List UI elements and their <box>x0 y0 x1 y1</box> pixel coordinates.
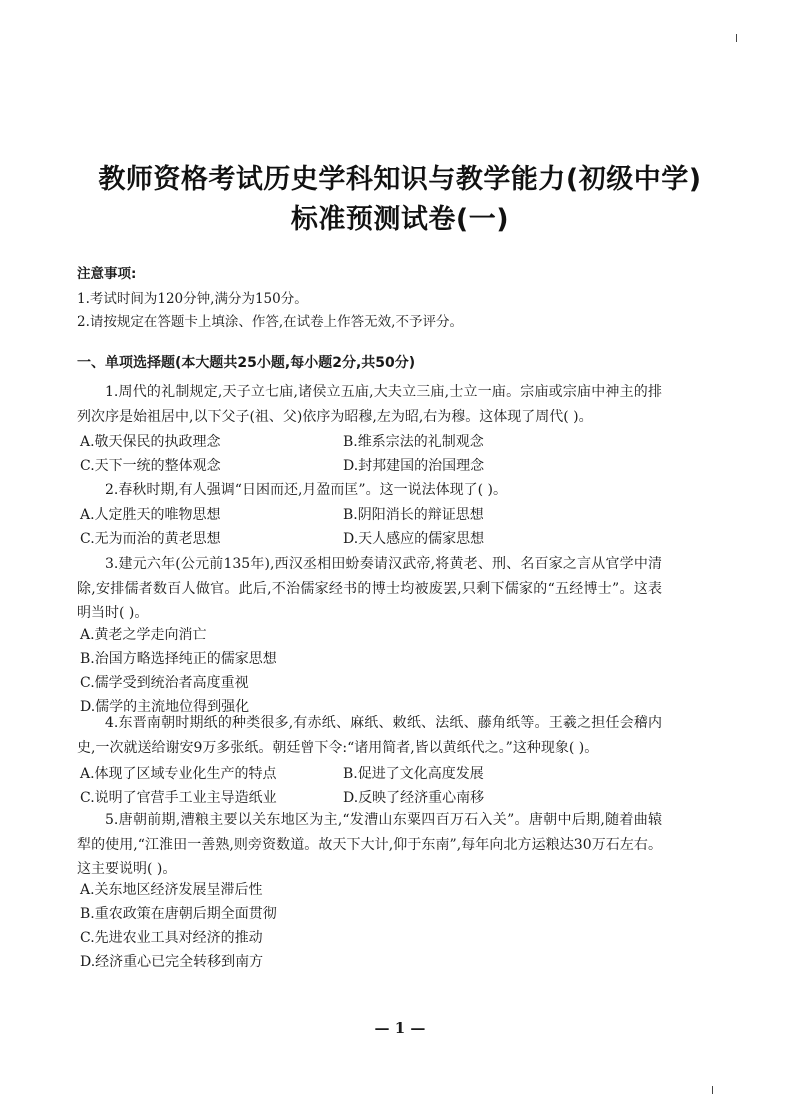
option-5d: D.经济重心已完全转移到南方 <box>80 954 264 970</box>
option-2d: D.天人感应的儒家思想 <box>343 531 485 547</box>
scan-mark <box>736 34 737 42</box>
option-4c: C.说明了官营手工业主导造纸业 <box>80 790 277 806</box>
option-1c: C.天下一统的整体观念 <box>80 458 221 474</box>
option-5c: C.先进农业工具对经济的推动 <box>80 930 263 946</box>
question-stem-2: 2.春秋时期,有人强调“日困而还,月盈而匡”。这一说法体现了( )。 <box>105 482 507 498</box>
note-item: 1.考试时间为120分钟,满分为150分。 <box>77 291 308 307</box>
option-1b: B.维系宗法的礼制观念 <box>343 434 484 450</box>
option-3a: A.黄老之学走向消亡 <box>80 627 207 643</box>
option-4b: B.促进了文化高度发展 <box>343 766 484 782</box>
exam-title: 教师资格考试历史学科知识与教学能力(初级中学) <box>98 164 702 195</box>
option-5a: A.关东地区经济发展呈滞后性 <box>80 882 263 898</box>
note-item: 2.请按规定在答题卡上填涂、作答,在试卷上作答无效,不予评分。 <box>77 314 463 330</box>
option-2b: B.阴阳消长的辩证思想 <box>343 507 484 523</box>
option-3b: B.治国方略选择纯正的儒家思想 <box>80 651 277 667</box>
option-2a: A.人定胜天的唯物思想 <box>80 507 221 523</box>
question-stem-4: 4.东晋南朝时期纸的种类很多,有赤纸、麻纸、敕纸、法纸、藤角纸等。王羲之担任会稽内史,一次就送给谢安9万多张纸。朝廷曾下令:“诸用简者,皆以黄纸代之。”这种现象( )。 <box>77 715 662 756</box>
question-stem-3: 3.建元六年(公元前135年),西汉丞相田蚡奏请汉武帝,将黄老、刑、名百家之言从官学中清除,安排儒者数百人做官。此后,不治儒家经书的博士均被废罢,只剩下儒家的“五经博士”。这表明当时( )。 <box>77 556 662 621</box>
option-1a: A.敬天保民的执政理念 <box>80 434 221 450</box>
option-3d: D.儒学的主流地位得到强化 <box>80 699 250 715</box>
option-3c: C.儒学受到统治者高度重视 <box>80 675 249 691</box>
question-stem-5: 5.唐朝前期,漕粮主要以关东地区为主,“发漕山东粟四百万石入关”。唐朝中后期,随着曲辕犁的使用,“江淮田一善熟,则旁资数道。故天下大计,仰于东南”,每年向北方运粮达30万石左右。这主要说明( )。 <box>77 812 662 877</box>
scan-mark <box>712 1086 713 1094</box>
exam-subtitle: 标准预测试卷(一) <box>290 204 510 235</box>
option-1d: D.封邦建国的治国理念 <box>343 458 485 474</box>
option-4d: D.反映了经济重心南移 <box>343 790 485 806</box>
option-2c: C.无为而治的黄老思想 <box>80 531 221 547</box>
option-4a: A.体现了区域专业化生产的特点 <box>80 766 277 782</box>
question-stem-1: 1.周代的礼制规定,天子立七庙,诸侯立五庙,大夫立三庙,士立一庙。宗庙或宗庙中神主的排列次序是始祖居中,以下父子(祖、父)依序为昭穆,左为昭,右为穆。这体现了周代( )。 <box>77 384 662 425</box>
section-heading: 一、单项选择题(本大题共25小题,每小题2分,共50分) <box>77 355 416 371</box>
page-number: — 1 — <box>374 1019 426 1037</box>
option-5b: B.重农政策在唐朝后期全面贯彻 <box>80 906 277 922</box>
notes-heading: 注意事项: <box>77 266 137 282</box>
